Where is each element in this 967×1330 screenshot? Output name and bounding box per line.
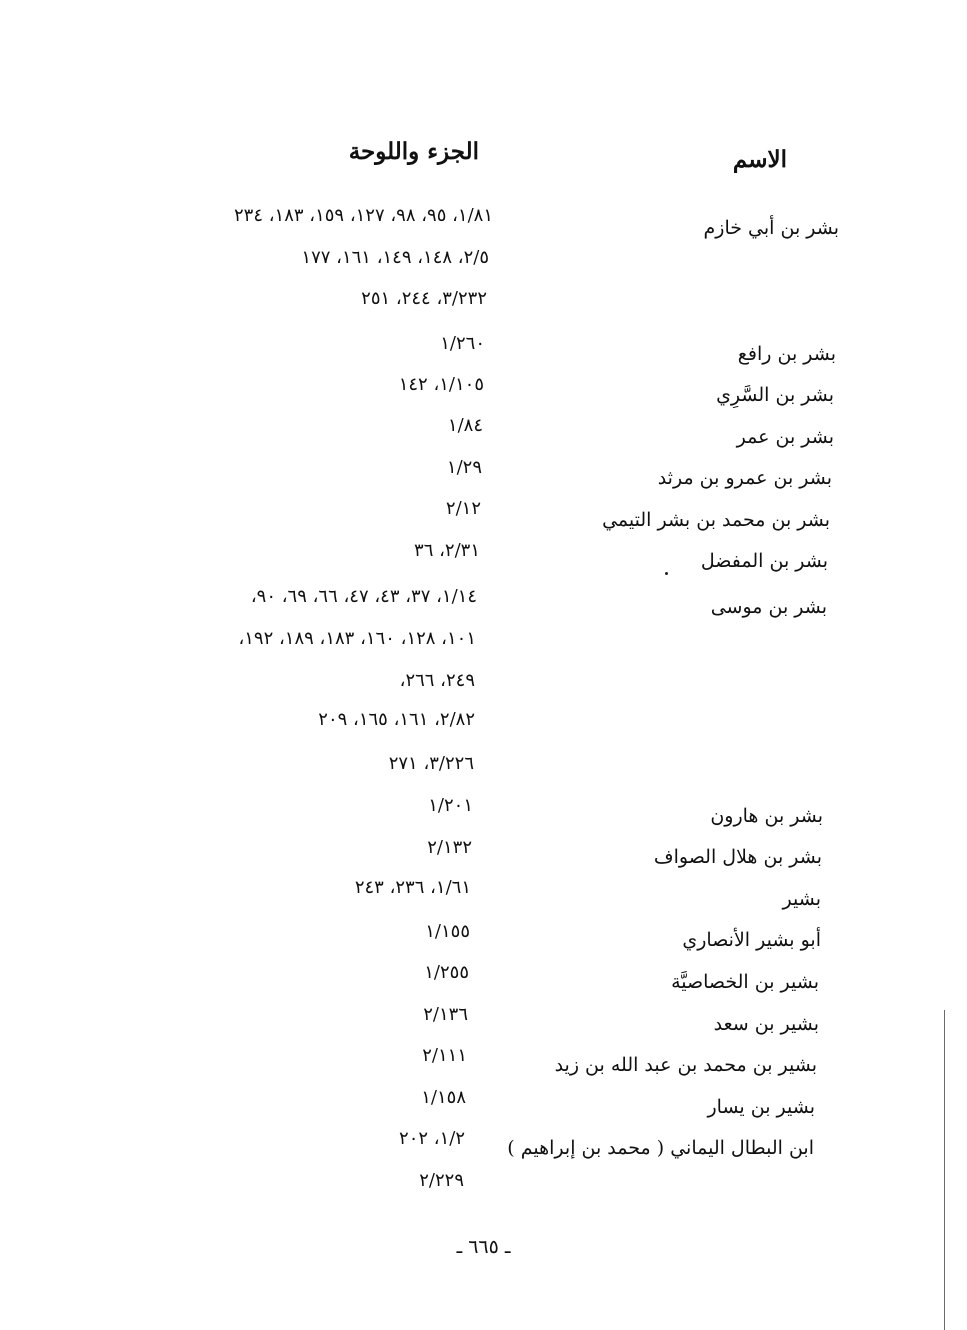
volume-plate-ref: ٢/٨٢، ١٦١، ١٦٥، ٢٠٩	[318, 709, 475, 730]
volume-plate-ref: ١٠١، ١٢٨، ١٦٠، ١٨٣، ١٨٩، ١٩٢،	[238, 628, 476, 649]
index-name: بشير بن يسار	[707, 1096, 815, 1118]
index-name: بشر بن عمرو بن مرثد	[657, 467, 832, 489]
volume-plate-ref: ٣/٢٣٢، ٢٤٤، ٢٥١	[361, 288, 487, 309]
volume-plate-ref: ١/٢٥٥	[424, 962, 469, 983]
volume-plate-ref: ١/٢٠١	[428, 795, 473, 816]
index-name: بشر بن أبي خازم	[703, 217, 839, 239]
index-name: بشر بن هلال الصواف	[653, 846, 822, 868]
scan-edge-line	[944, 1010, 945, 1330]
index-name: بشر بن موسى	[710, 596, 827, 618]
index-name: أبو بشير الأنصاري	[682, 929, 821, 951]
index-name: بشير بن سعد	[713, 1013, 819, 1035]
volume-plate-ref: ٢/١٣٦	[423, 1004, 468, 1025]
index-name: بشر بن السَّرِي	[716, 384, 834, 406]
volume-plate-ref: ١/١٥٥	[425, 921, 470, 942]
volume-plate-ref: ١/٢٩	[446, 457, 482, 478]
volume-plate-ref: ٢٤٩، ٢٦٦،	[399, 670, 475, 691]
index-name: بشر بن رافع	[737, 343, 836, 365]
index-name: بشير بن محمد بن عبد الله بن زيد	[554, 1054, 817, 1076]
index-name: بشر بن المفضل	[700, 550, 828, 572]
index-name: ابن البطال اليماني ( محمد بن إبراهيم )	[507, 1137, 814, 1159]
volume-plate-ref: ١/١٤، ٣٧، ٤٣، ٤٧، ٦٦، ٦٩، ٩٠،	[250, 586, 477, 607]
volume-plate-ref: ٣/٢٢٦، ٢٧١	[388, 753, 474, 774]
volume-plate-ref: ٢/١١١	[422, 1045, 467, 1066]
index-name: بشر بن هارون	[710, 805, 823, 827]
index-name: بشر بن محمد بن بشر التيمي	[602, 509, 830, 531]
volume-plate-ref: ١/٨١، ٩٥، ٩٨، ١٢٧، ١٥٩، ١٨٣، ٢٣٤	[233, 205, 493, 226]
page-number: ـ ٦٦٥ ـ	[456, 1236, 511, 1258]
volume-plate-ref: ١/٨٤	[447, 415, 483, 436]
volume-plate-ref: ١/٢٦٠	[440, 333, 485, 354]
index-name: بشير	[782, 888, 821, 910]
stray-mark	[665, 572, 668, 575]
volume-plate-column-header: الجزء واللوحة	[348, 138, 479, 165]
volume-plate-ref: ٢/٢٢٩	[419, 1170, 464, 1191]
index-name: بشير بن الخصاصيَّة	[671, 971, 819, 993]
name-column-header: الاسم	[732, 146, 787, 173]
volume-plate-ref: ٢/١٣٢	[427, 837, 472, 858]
volume-plate-ref: ٢/١٢	[445, 498, 481, 519]
volume-plate-ref: ٢/٥، ١٤٨، ١٤٩، ١٦١، ١٧٧	[301, 247, 489, 268]
volume-plate-ref: ١/٦١، ٢٣٦، ٢٤٣	[354, 877, 471, 898]
volume-plate-ref: ١/٢، ٢٠٢	[399, 1128, 465, 1149]
volume-plate-ref: ١/١٥٨	[421, 1087, 466, 1108]
volume-plate-ref: ١/١٠٥، ١٤٢	[398, 374, 484, 395]
index-name: بشر بن عمر	[736, 426, 834, 448]
volume-plate-ref: ٢/٣١، ٣٦	[414, 540, 480, 561]
